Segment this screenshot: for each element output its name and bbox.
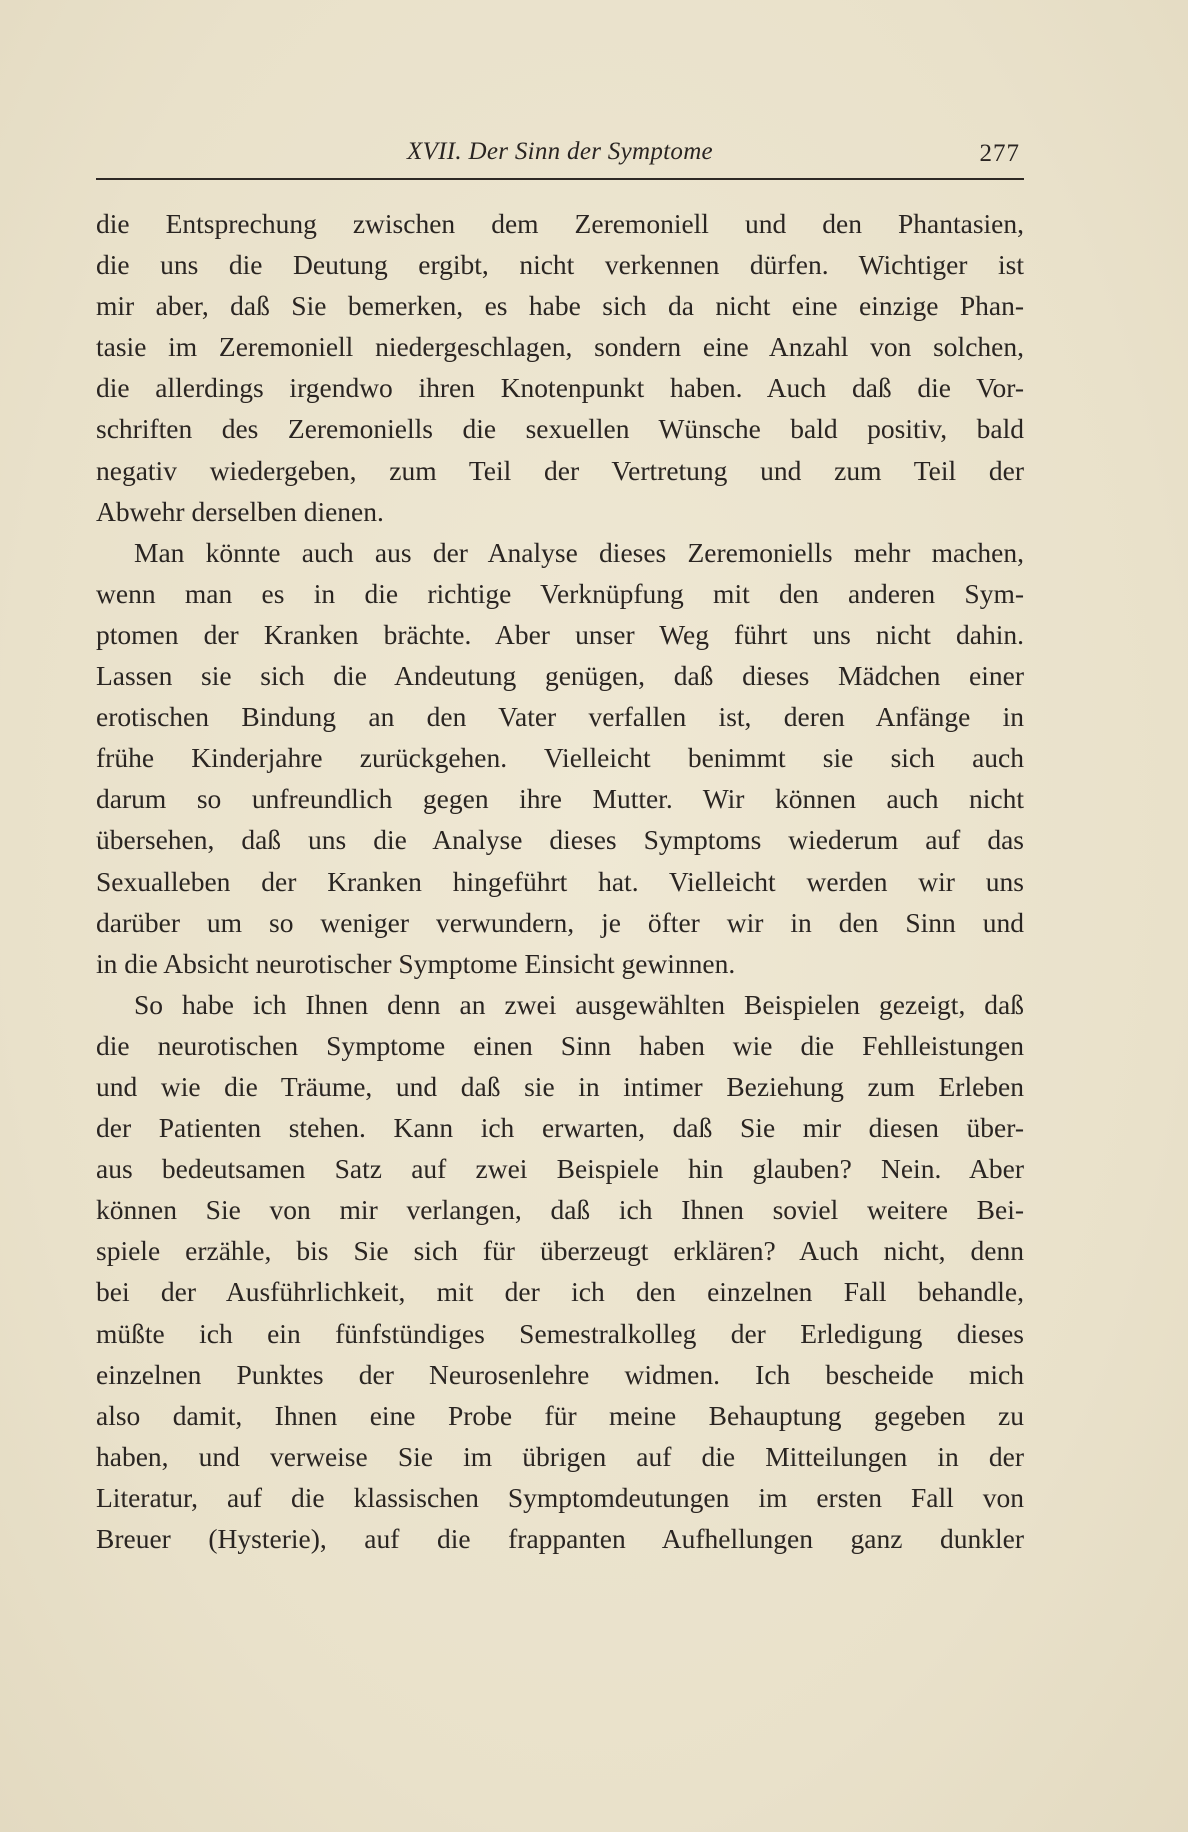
page-header — [96, 138, 1024, 178]
text-line: erotischen Bindung an den Vater verfallen ist, deren Anfänge in — [96, 701, 1024, 733]
body-text — [96, 203, 1024, 1559]
text-line: Abwehr derselben dienen. — [96, 495, 384, 527]
text-line: frühe Kinderjahre zurückgehen. Vielleicht benimmt sie sich auch — [96, 742, 1024, 774]
text-line: So habe ich Ihnen denn an zwei ausgewählten Beispielen gezeigt, daß — [134, 988, 1024, 1020]
text-line: Literatur, auf die klassischen Symptomdeutungen im ersten Fall von — [96, 1481, 1024, 1513]
text-line: negativ wiedergeben, zum Teil der Vertretung und zum Teil der — [96, 454, 1024, 486]
running-title: XVII. Der Sinn der Symptome — [407, 138, 713, 165]
text-line: Man könnte auch aus der Analyse dieses Zeremoniells mehr machen, — [134, 536, 1024, 568]
header-rule — [96, 178, 1024, 180]
text-line: der Patienten stehen. Kann ich erwarten, daß Sie mir diesen über- — [96, 1112, 1024, 1144]
text-line: darüber um so weniger verwundern, je öfter wir in den Sinn und — [96, 906, 1024, 938]
text-line: aus bedeutsamen Satz auf zwei Beispiele hin glauben? Nein. Aber — [96, 1153, 1024, 1185]
text-line: darum so unfreundlich gegen ihre Mutter. Wir können auch nicht — [96, 783, 1024, 815]
text-line: also damit, Ihnen eine Probe für meine Behauptung gegeben zu — [96, 1399, 1024, 1431]
text-line: haben, und verweise Sie im übrigen auf die Mitteilungen in der — [96, 1440, 1024, 1472]
text-line: tasie im Zeremoniell niedergeschlagen, sondern eine Anzahl von solchen, — [96, 331, 1024, 363]
text-line: die neurotischen Symptome einen Sinn haben wie die Fehlleistungen — [96, 1029, 1024, 1061]
text-line: Lassen sie sich die Andeutung genügen, daß dieses Mädchen einer — [96, 660, 1024, 692]
text-line: mir aber, daß Sie bemerken, es habe sich da nicht eine einzige Phan- — [96, 290, 1024, 322]
text-line: in die Absicht neurotischer Symptome Einsicht gewinnen. — [96, 947, 736, 979]
text-line: die uns die Deutung ergibt, nicht verkennen dürfen. Wichtiger ist — [96, 249, 1024, 281]
text-line: spiele erzähle, bis Sie sich für überzeugt erklären? Auch nicht, denn — [96, 1235, 1024, 1267]
text-line: können Sie von mir verlangen, daß ich Ihnen soviel weitere Bei- — [96, 1194, 1024, 1226]
text-line: wenn man es in die richtige Verknüpfung mit den anderen Sym- — [96, 577, 1024, 609]
text-line: einzelnen Punktes der Neurosenlehre widmen. Ich bescheide mich — [96, 1358, 1024, 1390]
text-line: ptomen der Kranken brächte. Aber unser Weg führt uns nicht dahin. — [96, 618, 1024, 650]
text-line: bei der Ausführlichkeit, mit der ich den einzelnen Fall behandle, — [96, 1276, 1024, 1308]
text-line: müßte ich ein fünfstündiges Semestralkolleg der Erledigung dieses — [96, 1317, 1024, 1349]
text-line: Sexualleben der Kranken hingeführt hat. Vielleicht werden wir uns — [96, 865, 1024, 897]
text-line: die Entsprechung zwischen dem Zeremoniell und den Phantasien, — [96, 208, 1024, 239]
text-line: die allerdings irgendwo ihren Knotenpunkt haben. Auch daß die Vor- — [96, 372, 1024, 404]
text-line: und wie die Träume, und daß sie in intimer Beziehung zum Erleben — [96, 1070, 1024, 1102]
text-line: Breuer (Hysterie), auf die frappanten Aufhellungen ganz dunkler — [96, 1523, 1024, 1554]
text-line: schriften des Zeremoniells die sexuellen Wünsche bald positiv, bald — [96, 413, 1024, 445]
text-line: übersehen, daß uns die Analyse dieses Symptoms wiederum auf das — [96, 824, 1024, 856]
page-number: 277 — [979, 140, 1020, 167]
